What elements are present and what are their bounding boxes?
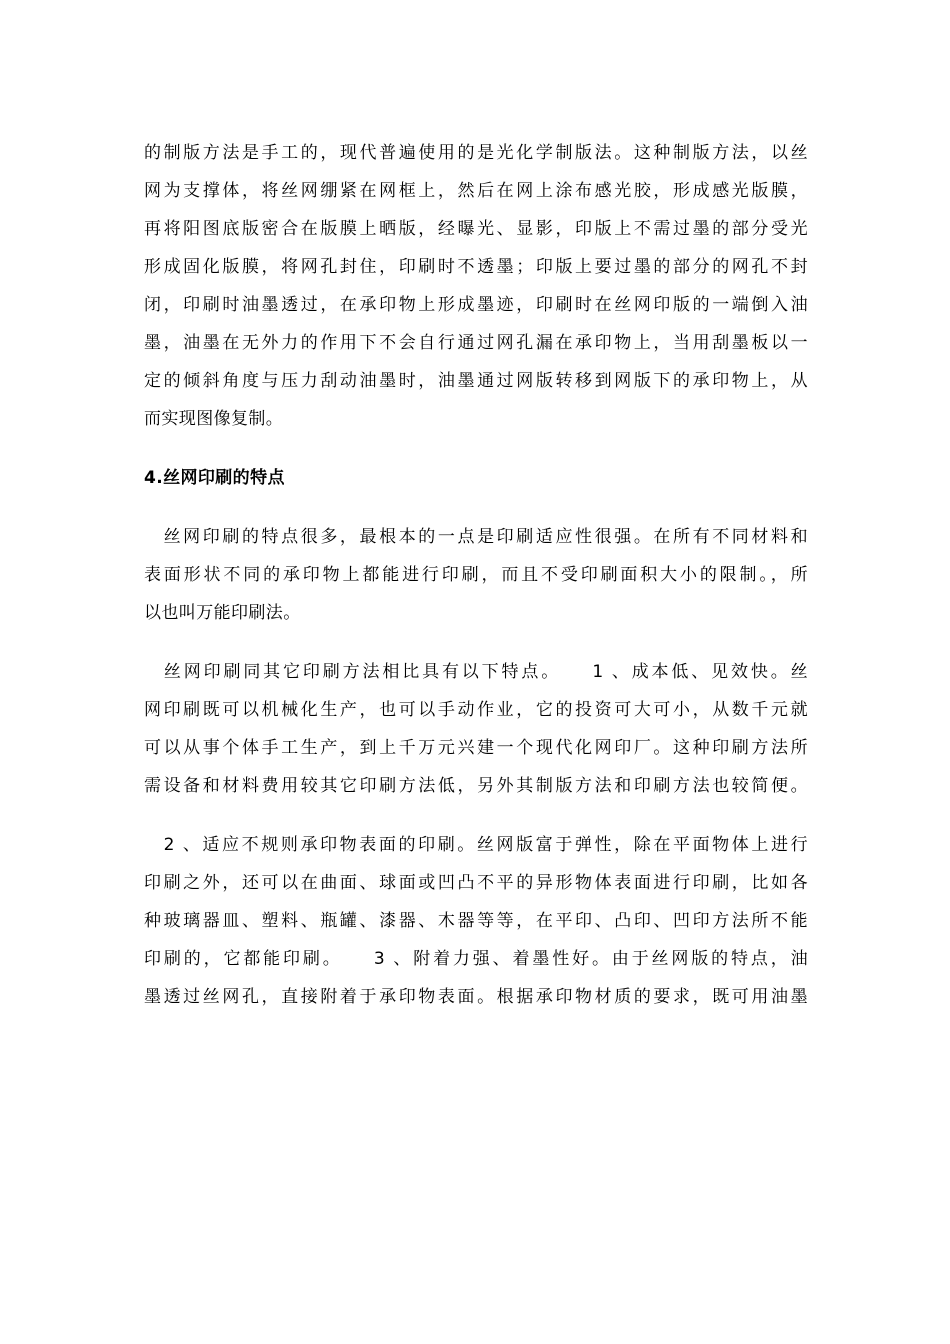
text-line: 而实现图像复制。 <box>144 409 284 429</box>
paragraph-features-intro <box>144 518 808 632</box>
text-line: 2 、适应不规则承印物表面的印刷。丝网版富于弹性，除在平面物体上进行 <box>144 835 808 855</box>
text-line: 印刷之外，还可以在曲面、球面或凹凸不平的异形物体表面进行印刷，比如各 <box>144 873 808 893</box>
text-line: 的制版方法是手工的，现代普遍使用的是光化学制版法。这种制版方法，以丝 <box>144 143 808 163</box>
text-line: 印刷的，它都能印刷。 3 、附着力强、着墨性好。由于丝网版的特点，油 <box>144 949 808 969</box>
text-line: 需设备和材料费用较其它印刷方法低，另外其制版方法和印刷方法也较简便。 <box>144 776 808 796</box>
text-line: 闭，印刷时油墨透过，在承印物上形成墨迹，印刷时在丝网印版的一端倒入油 <box>144 295 808 315</box>
text-line: 丝网印刷的特点很多，最根本的一点是印刷适应性很强。在所有不同材料和 <box>144 527 808 547</box>
text-line: 表面形状不同的承印物上都能进行印刷，而且不受印刷面积大小的限制。，所 <box>144 565 808 585</box>
text-line: 再将阳图底版密合在版膜上晒版，经曝光、显影，印版上不需过墨的部分受光 <box>144 219 808 239</box>
text-line: 定的倾斜角度与压力刮动油墨时，油墨通过网版转移到网版下的承印物上，从 <box>144 371 808 391</box>
text-line: 网印刷既可以机械化生产，也可以手动作业，它的投资可大可小，从数千元就 <box>144 700 808 720</box>
text-line: 丝网印刷同其它印刷方法相比具有以下特点。 1 、成本低、见效快。丝 <box>144 662 808 682</box>
text-line: 形成固化版膜，将网孔封住，印刷时不透墨；印版上要过墨的部分的网孔不封 <box>144 257 808 277</box>
section-heading: 4.丝网印刷的特点 <box>144 468 285 488</box>
paragraph-feature-cost <box>144 653 808 805</box>
text-line: 网为支撑体，将丝网绷紧在网框上，然后在网上涂布感光胶，形成感光版膜， <box>144 181 808 201</box>
text-line: 种玻璃器皿、塑料、瓶罐、漆器、木器等等，在平印、凸印、凹印方法所不能 <box>144 911 808 931</box>
text-line: 以也叫万能印刷法。 <box>144 603 301 623</box>
text-line: 墨透过丝网孔，直接附着于承印物表面。根据承印物材质的要求，既可用油墨 <box>144 987 808 1007</box>
paragraph-feature-surface <box>144 826 808 1016</box>
document-body <box>144 134 808 1037</box>
text-line: 可以从事个体手工生产，到上千万元兴建一个现代化网印厂。这种印刷方法所 <box>144 738 808 758</box>
paragraph-plate-making <box>144 134 808 438</box>
text-line: 墨，油墨在无外力的作用下不会自行通过网孔漏在承印物上，当用刮墨板以一 <box>144 333 808 353</box>
